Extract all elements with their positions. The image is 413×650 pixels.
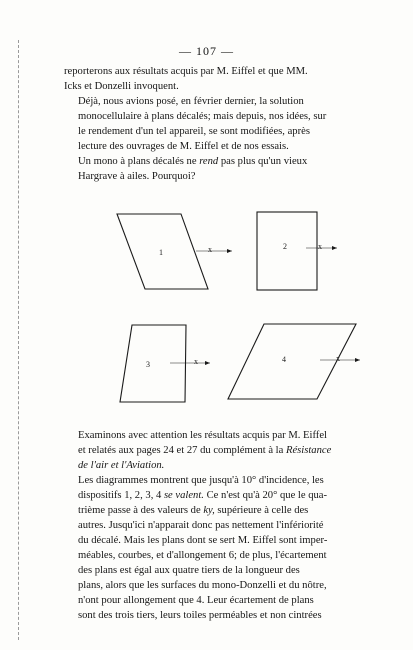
paragraph-examinons xyxy=(64,428,390,473)
figure-3-label: 3 xyxy=(146,360,150,369)
text-line: plans, alors que les surfaces du mono-Donzelli et du nôtre, xyxy=(78,580,327,591)
figure-4 xyxy=(228,324,360,399)
figure-1-arrowhead xyxy=(227,249,232,253)
figure-3-plane xyxy=(120,325,186,402)
text-line: Déjà, nous avions posé, en février dernier, la solution xyxy=(78,96,304,107)
emphasis-se-valent: se valent. xyxy=(163,490,204,501)
text-line: Icks et Donzelli invoquent. xyxy=(64,81,179,92)
emphasis-rend: rend xyxy=(199,156,219,167)
figure-2 xyxy=(257,212,337,290)
text-line: autres. Jusqu'ici n'apparait donc pas nettement l'infériorité xyxy=(78,520,324,531)
text-line: et relatés aux pages 24 et 27 du complément à la Résistance xyxy=(78,445,332,456)
text-line: monocellulaire à plans décalés; mais depuis, nos idées, sur xyxy=(78,111,327,122)
paragraph-diagrammes xyxy=(64,473,390,623)
figure-2-label: 2 xyxy=(283,242,287,251)
figure-1 xyxy=(117,214,232,289)
page-number: — 107 — xyxy=(179,44,234,58)
text-line: Les diagrammes montrent que jusqu'à 10° d'incidence, les xyxy=(78,475,324,486)
lower-text-block xyxy=(64,428,390,623)
text-line: Examinons avec attention les résultats acquis par M. Eiffel xyxy=(78,430,327,441)
emphasis-title: de l'air et l'Aviation. xyxy=(78,460,165,471)
text-line: Hargrave à ailes. Pourquoi? xyxy=(78,171,196,182)
text-line: du décalé. Mais les plans dont se sert M. Eiffel sont imper- xyxy=(78,535,328,546)
emphasis-title: Résistance xyxy=(285,445,332,456)
emphasis-ky: ky, xyxy=(203,505,215,516)
figure-3-arrow-mark: x xyxy=(194,357,198,366)
text-line xyxy=(64,458,390,473)
text-line: reporterons aux résultats acquis par M. Eiffel et que MM. xyxy=(64,66,308,77)
text-line: sont des trois tiers, leurs toiles perméables et non cintrées xyxy=(78,610,322,621)
text-line: n'ont pour allongement que 4. Leur écartement de plans xyxy=(78,595,314,606)
figure-4-arrowhead xyxy=(355,358,360,362)
text-line: trième passe à des valeurs de ky, supérieure à celle des xyxy=(78,505,309,516)
text-line: le rendement d'un tel appareil, se sont modifiées, après xyxy=(78,126,310,137)
figure-2-plane xyxy=(257,212,317,290)
figure-1-label: 1 xyxy=(159,248,163,257)
figure-1-arrow-mark: x xyxy=(208,245,212,254)
text-line: dispositifs 1, 2, 3, 4 se valent. Ce n'est qu'à 20° que le qua- xyxy=(78,490,328,501)
figure-4-arrow-mark: x xyxy=(336,354,340,363)
figure-3-arrowhead xyxy=(205,361,210,365)
text-line: méables, courbes, et d'allongement 6; de plus, l'écartement xyxy=(78,550,327,561)
figure-2-arrow-mark: x xyxy=(318,242,322,251)
text-line: Un mono à plans décalés ne rend pas plus qu'un vieux xyxy=(78,156,308,167)
text-line: lecture des ouvrages de M. Eiffel et de nos essais. xyxy=(78,141,289,152)
text-line: des plans est égal aux quatre tiers de la longueur des xyxy=(78,565,300,576)
figure-2-arrowhead xyxy=(332,246,337,250)
figure-4-label: 4 xyxy=(282,355,286,364)
